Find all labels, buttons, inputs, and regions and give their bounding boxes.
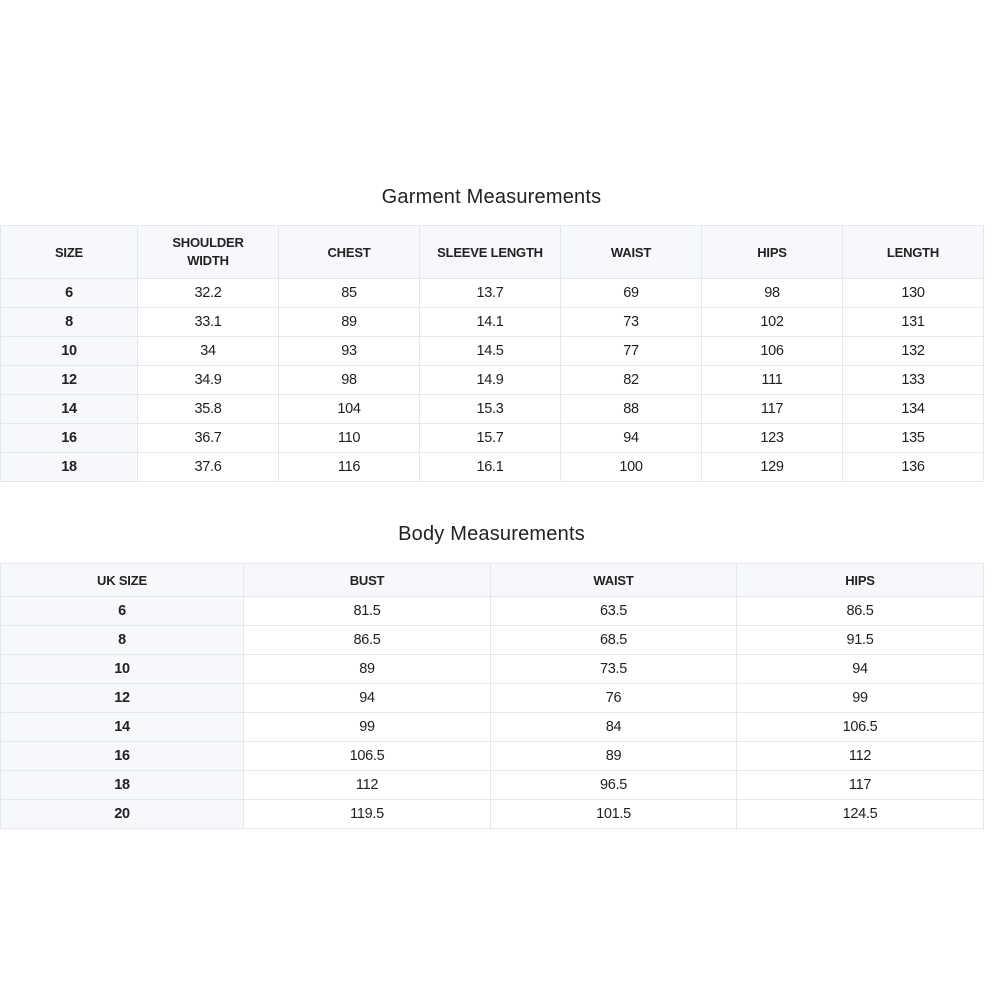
table-row — [1, 597, 984, 626]
header-bust: BUST — [244, 564, 491, 597]
garment-length-cell: 135 — [843, 424, 984, 453]
garment-sleeve-cell: 15.3 — [420, 395, 561, 424]
header-shoulder-line1: SHOULDER — [172, 235, 244, 250]
header-sleeve-length: SLEEVE LENGTH — [420, 226, 561, 279]
body-hips-cell: 91.5 — [737, 626, 984, 655]
body-waist-cell: 73.5 — [491, 655, 737, 684]
body-measurements-table — [0, 563, 984, 829]
header-waist: WAIST — [561, 226, 702, 279]
garment-size-cell: 18 — [1, 453, 138, 482]
garment-chest-cell: 116 — [279, 453, 420, 482]
header-uk-size: UK SIZE — [1, 564, 244, 597]
garment-shoulder-cell: 34 — [138, 337, 279, 366]
garment-chest-cell: 104 — [279, 395, 420, 424]
body-bust-cell: 94 — [244, 684, 491, 713]
table-row — [1, 279, 984, 308]
garment-sleeve-cell: 14.5 — [420, 337, 561, 366]
table-row — [1, 800, 984, 829]
table-row — [1, 366, 984, 395]
header-body-hips: HIPS — [737, 564, 984, 597]
garment-chest-cell: 85 — [279, 279, 420, 308]
body-bust-cell: 89 — [244, 655, 491, 684]
body-size-cell: 8 — [1, 626, 244, 655]
garment-waist-cell: 94 — [561, 424, 702, 453]
garment-hips-cell: 106 — [702, 337, 843, 366]
garment-hips-cell: 111 — [702, 366, 843, 395]
header-shoulder-line2: WIDTH — [187, 253, 229, 268]
table-row — [1, 684, 984, 713]
body-waist-cell: 76 — [491, 684, 737, 713]
body-header-row — [1, 564, 984, 597]
garment-length-cell: 134 — [843, 395, 984, 424]
garment-size-cell: 12 — [1, 366, 138, 395]
body-bust-cell: 86.5 — [244, 626, 491, 655]
header-hips: HIPS — [702, 226, 843, 279]
body-measurements-title: Body Measurements — [398, 523, 585, 545]
garment-size-cell: 14 — [1, 395, 138, 424]
garment-size-cell: 8 — [1, 308, 138, 337]
garment-measurements-table — [0, 225, 984, 482]
garment-size-cell: 6 — [1, 279, 138, 308]
body-hips-cell: 99 — [737, 684, 984, 713]
table-row — [1, 337, 984, 366]
body-size-cell: 6 — [1, 597, 244, 626]
body-waist-cell: 63.5 — [491, 597, 737, 626]
header-shoulder-width — [138, 226, 279, 279]
garment-hips-cell: 123 — [702, 424, 843, 453]
body-hips-cell: 94 — [737, 655, 984, 684]
body-waist-cell: 84 — [491, 713, 737, 742]
garment-measurements-title: Garment Measurements — [381, 186, 602, 208]
garment-length-cell: 136 — [843, 453, 984, 482]
body-bust-cell: 119.5 — [244, 800, 491, 829]
table-row — [1, 742, 984, 771]
body-bust-cell: 99 — [244, 713, 491, 742]
garment-chest-cell: 110 — [279, 424, 420, 453]
body-waist-cell: 101.5 — [491, 800, 737, 829]
garment-sleeve-cell: 13.7 — [420, 279, 561, 308]
garment-waist-cell: 88 — [561, 395, 702, 424]
garment-chest-cell: 98 — [279, 366, 420, 395]
garment-length-cell: 130 — [843, 279, 984, 308]
garment-sleeve-cell: 15.7 — [420, 424, 561, 453]
body-size-cell: 18 — [1, 771, 244, 800]
garment-shoulder-cell: 35.8 — [138, 395, 279, 424]
table-row — [1, 655, 984, 684]
garment-length-cell: 131 — [843, 308, 984, 337]
garment-shoulder-cell: 33.1 — [138, 308, 279, 337]
body-size-cell: 20 — [1, 800, 244, 829]
header-length: LENGTH — [843, 226, 984, 279]
garment-shoulder-cell: 36.7 — [138, 424, 279, 453]
garment-chest-cell: 93 — [279, 337, 420, 366]
body-hips-cell: 124.5 — [737, 800, 984, 829]
table-row — [1, 713, 984, 742]
garment-waist-cell: 100 — [561, 453, 702, 482]
body-hips-cell: 86.5 — [737, 597, 984, 626]
body-bust-cell: 112 — [244, 771, 491, 800]
body-size-cell: 10 — [1, 655, 244, 684]
garment-sleeve-cell: 14.9 — [420, 366, 561, 395]
garment-waist-cell: 77 — [561, 337, 702, 366]
garment-sleeve-cell: 16.1 — [420, 453, 561, 482]
garment-shoulder-cell: 37.6 — [138, 453, 279, 482]
body-size-cell: 14 — [1, 713, 244, 742]
body-waist-cell: 89 — [491, 742, 737, 771]
garment-waist-cell: 82 — [561, 366, 702, 395]
garment-waist-cell: 69 — [561, 279, 702, 308]
table-row — [1, 308, 984, 337]
table-row — [1, 453, 984, 482]
garment-shoulder-cell: 32.2 — [138, 279, 279, 308]
garment-waist-cell: 73 — [561, 308, 702, 337]
garment-hips-cell: 98 — [702, 279, 843, 308]
garment-sleeve-cell: 14.1 — [420, 308, 561, 337]
header-chest: CHEST — [279, 226, 420, 279]
header-size: SIZE — [1, 226, 138, 279]
body-size-cell: 12 — [1, 684, 244, 713]
garment-hips-cell: 117 — [702, 395, 843, 424]
body-hips-cell: 106.5 — [737, 713, 984, 742]
garment-length-cell: 132 — [843, 337, 984, 366]
body-hips-cell: 112 — [737, 742, 984, 771]
garment-header-row — [1, 226, 984, 279]
header-body-waist: WAIST — [491, 564, 737, 597]
table-row — [1, 424, 984, 453]
garment-hips-cell: 129 — [702, 453, 843, 482]
garment-length-cell: 133 — [843, 366, 984, 395]
table-row — [1, 771, 984, 800]
body-bust-cell: 81.5 — [244, 597, 491, 626]
garment-hips-cell: 102 — [702, 308, 843, 337]
table-row — [1, 626, 984, 655]
body-waist-cell: 96.5 — [491, 771, 737, 800]
garment-shoulder-cell: 34.9 — [138, 366, 279, 395]
body-bust-cell: 106.5 — [244, 742, 491, 771]
body-size-cell: 16 — [1, 742, 244, 771]
body-waist-cell: 68.5 — [491, 626, 737, 655]
garment-chest-cell: 89 — [279, 308, 420, 337]
garment-size-cell: 16 — [1, 424, 138, 453]
body-hips-cell: 117 — [737, 771, 984, 800]
table-row — [1, 395, 984, 424]
garment-size-cell: 10 — [1, 337, 138, 366]
